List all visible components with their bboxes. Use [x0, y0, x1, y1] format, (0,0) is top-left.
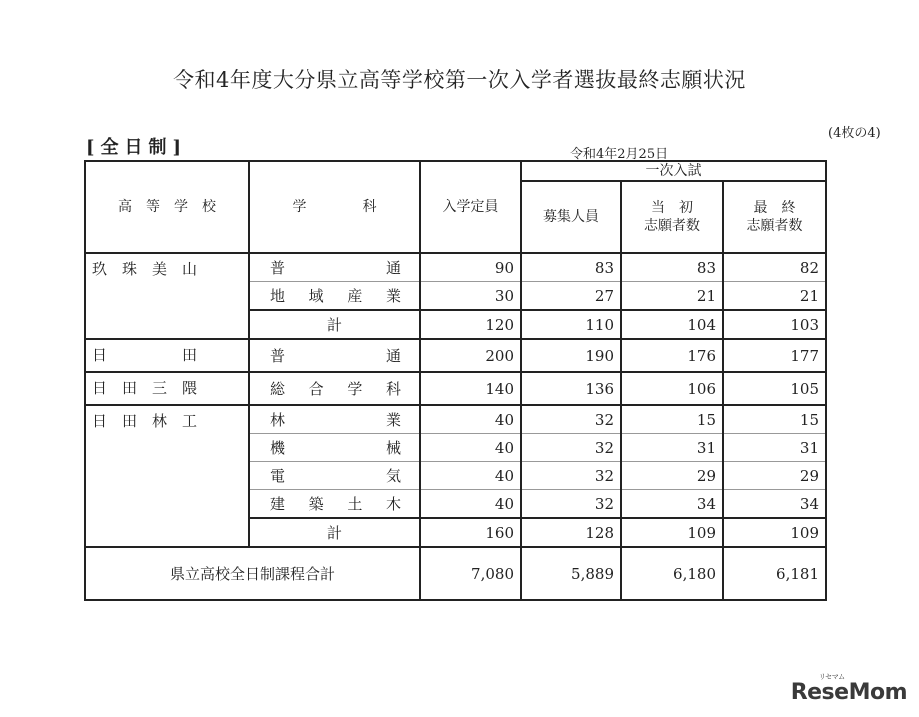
final-cell: 109 — [723, 518, 826, 547]
recruit-cell: 27 — [521, 282, 621, 311]
initial-cell: 15 — [621, 405, 723, 434]
table-row — [85, 339, 826, 372]
sheet-number: (4枚の4) — [828, 126, 881, 141]
department-name: 電気 — [249, 462, 420, 490]
logo-text: ReseMom — [790, 680, 907, 705]
capacity-cell: 40 — [420, 405, 521, 434]
school-name: 日 田 三 隈 — [85, 372, 249, 405]
header-final — [723, 181, 826, 253]
total-capacity: 7,080 — [420, 547, 521, 600]
header-final-line1: 最 終 — [753, 200, 796, 216]
capacity-cell: 140 — [420, 372, 521, 405]
recruit-cell: 32 — [521, 434, 621, 462]
capacity-cell: 40 — [420, 462, 521, 490]
final-cell: 34 — [723, 490, 826, 519]
final-cell: 105 — [723, 372, 826, 405]
recruit-cell: 83 — [521, 253, 621, 282]
initial-cell: 109 — [621, 518, 723, 547]
header-initial — [621, 181, 723, 253]
table-row — [85, 372, 826, 405]
applicant-table — [84, 160, 827, 601]
initial-cell: 21 — [621, 282, 723, 311]
capacity-cell: 40 — [420, 434, 521, 462]
recruit-cell: 32 — [521, 462, 621, 490]
recruit-cell: 136 — [521, 372, 621, 405]
capacity-cell: 40 — [420, 490, 521, 519]
capacity-cell: 200 — [420, 339, 521, 372]
recruit-cell: 32 — [521, 490, 621, 519]
total-initial: 6,180 — [621, 547, 723, 600]
final-cell: 103 — [723, 310, 826, 339]
recruit-cell: 32 — [521, 405, 621, 434]
initial-cell: 106 — [621, 372, 723, 405]
initial-cell: 104 — [621, 310, 723, 339]
capacity-cell: 30 — [420, 282, 521, 311]
total-label: 県立高校全日制課程合計 — [85, 547, 420, 600]
initial-cell: 34 — [621, 490, 723, 519]
department-name: 総合学科 — [249, 372, 420, 405]
table-row — [85, 405, 826, 434]
school-name: 日 田 — [85, 339, 249, 372]
capacity-cell: 120 — [420, 310, 521, 339]
header-final-line2: 志願者数 — [746, 218, 803, 234]
initial-cell: 176 — [621, 339, 723, 372]
department-name: 建築土木 — [249, 490, 420, 519]
header-initial-line1: 当 初 — [651, 200, 693, 216]
final-cell: 29 — [723, 462, 826, 490]
header-capacity: 入学定員 — [420, 161, 521, 253]
final-cell: 15 — [723, 405, 826, 434]
initial-cell: 83 — [621, 253, 723, 282]
capacity-cell: 160 — [420, 518, 521, 547]
page-title: 令和4年度大分県立高等学校第一次入学者選抜最終志願状況 — [173, 68, 746, 92]
recruit-cell: 110 — [521, 310, 621, 339]
total-final: 6,181 — [723, 547, 826, 600]
total-recruit: 5,889 — [521, 547, 621, 600]
final-cell: 82 — [723, 253, 826, 282]
department-name: 普通 — [249, 339, 420, 372]
department-name: 機械 — [249, 434, 420, 462]
capacity-cell: 90 — [420, 253, 521, 282]
final-cell: 31 — [723, 434, 826, 462]
department-name: 計 — [249, 310, 420, 339]
logo-ruby: リセマム — [818, 673, 845, 681]
table-row — [85, 253, 826, 282]
resemom-logo — [790, 673, 907, 705]
initial-cell: 31 — [621, 434, 723, 462]
department-name: 普通 — [249, 253, 420, 282]
initial-cell: 29 — [621, 462, 723, 490]
header-school: 高 等 学 校 — [85, 161, 249, 253]
school-name: 玖 珠 美 山 — [85, 253, 249, 339]
department-name: 計 — [249, 518, 420, 547]
final-cell: 177 — [723, 339, 826, 372]
department-name: 林業 — [249, 405, 420, 434]
school-name: 日 田 林 工 — [85, 405, 249, 547]
section-label: [全日制] — [86, 137, 188, 158]
department-name: 地域産業 — [249, 282, 420, 311]
header-initial-line2: 志願者数 — [644, 218, 700, 234]
header-recruit: 募集人員 — [521, 181, 621, 253]
header-first-exam: 一次入試 — [521, 161, 826, 181]
header-dept: 学 科 — [249, 161, 420, 253]
date: 令和4年2月25日 — [570, 147, 669, 162]
recruit-cell: 128 — [521, 518, 621, 547]
recruit-cell: 190 — [521, 339, 621, 372]
final-cell: 21 — [723, 282, 826, 311]
